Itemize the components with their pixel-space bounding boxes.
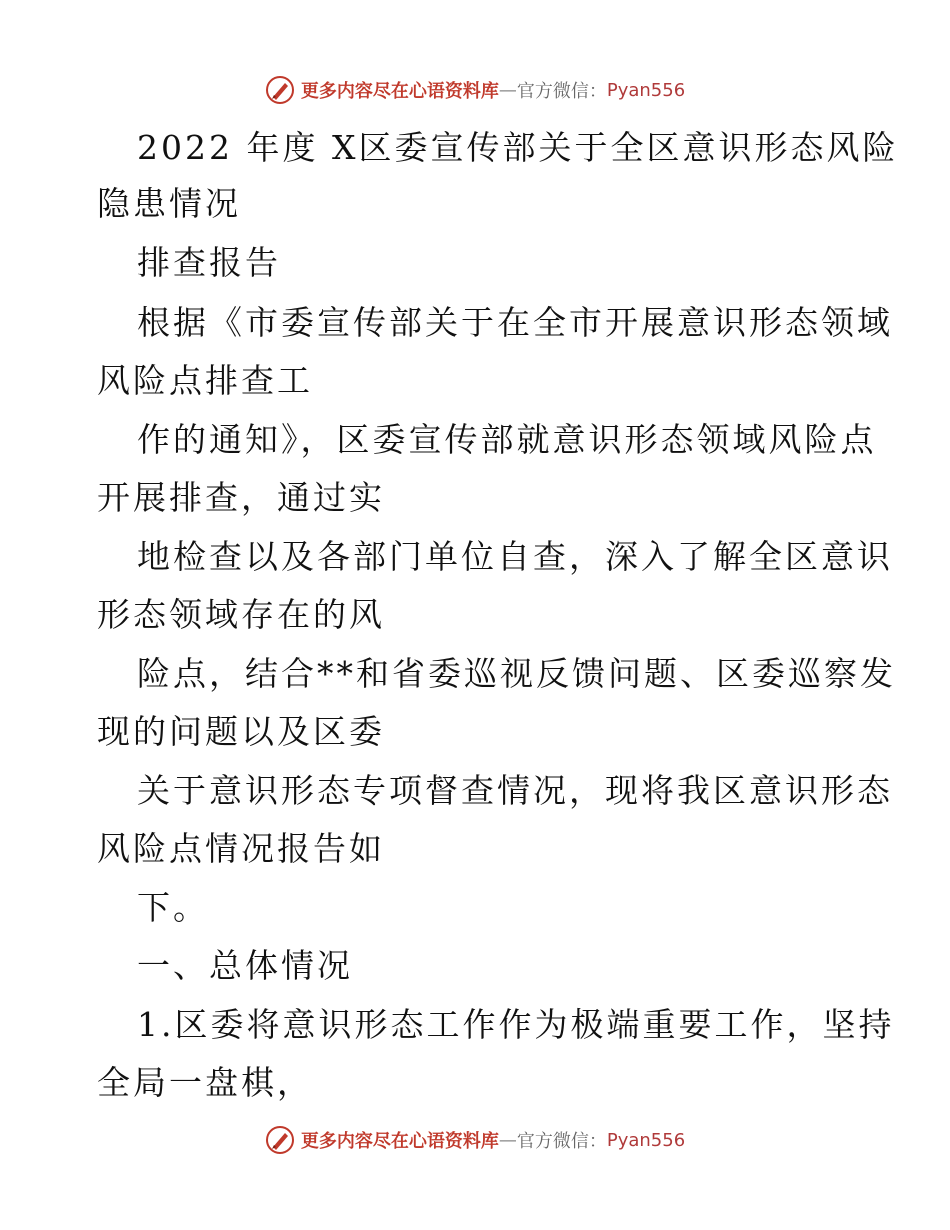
watermark-label: 官方微信： <box>516 81 607 102</box>
title-line-2: 隐患情况 <box>97 184 241 223</box>
section-heading: 一、总体情况 <box>137 946 353 985</box>
watermark-main-text: 更多内容尽在心语资料库 <box>300 81 499 102</box>
paragraph-line: 险点，结合**和省委巡视反馈问题、区委巡察发 <box>137 654 896 693</box>
watermark-separator: — <box>498 1129 517 1151</box>
paragraph-line: 全局一盘棋， <box>97 1063 313 1102</box>
paragraph-line: 地检查以及各部门单位自查，深入了解全区意识 <box>137 537 893 576</box>
title-line-1: 2022 年度 X区委宣传部关于全区意识形态风险 <box>137 128 899 167</box>
paragraph-line: 根据《市委宣传部关于在全市开展意识形态领域 <box>137 303 893 342</box>
watermark-wechat-id: Pyan556 <box>606 1129 686 1151</box>
paragraph-line: 关于意识形态专项督查情况，现将我区意识形态 <box>137 771 893 810</box>
paragraph-line: 形态领域存在的风 <box>97 595 385 634</box>
watermark-main-text: 更多内容尽在心语资料库 <box>300 1131 499 1152</box>
paragraph-line: 下。 <box>137 888 209 927</box>
paragraph-line: 1.区委将意识形态工作作为极端重要工作，坚持 <box>137 1005 895 1044</box>
paragraph-line: 作的通知》，区委宣传部就意识形态领域风险点 <box>137 420 877 459</box>
watermark-separator: — <box>498 79 517 101</box>
top-watermark-banner <box>0 70 950 110</box>
pen-logo-icon <box>265 75 295 105</box>
paragraph-line: 风险点情况报告如 <box>97 829 385 868</box>
paragraph-line: 风险点排查工 <box>97 361 313 400</box>
watermark-label: 官方微信： <box>516 1131 607 1152</box>
bottom-watermark-banner <box>0 1120 950 1160</box>
paragraph-line: 现的问题以及区委 <box>97 712 385 751</box>
pen-logo-icon <box>265 1125 295 1155</box>
title-line-3: 排查报告 <box>137 243 281 282</box>
paragraph-line: 开展排查，通过实 <box>97 478 385 517</box>
watermark-wechat-id: Pyan556 <box>606 79 686 101</box>
